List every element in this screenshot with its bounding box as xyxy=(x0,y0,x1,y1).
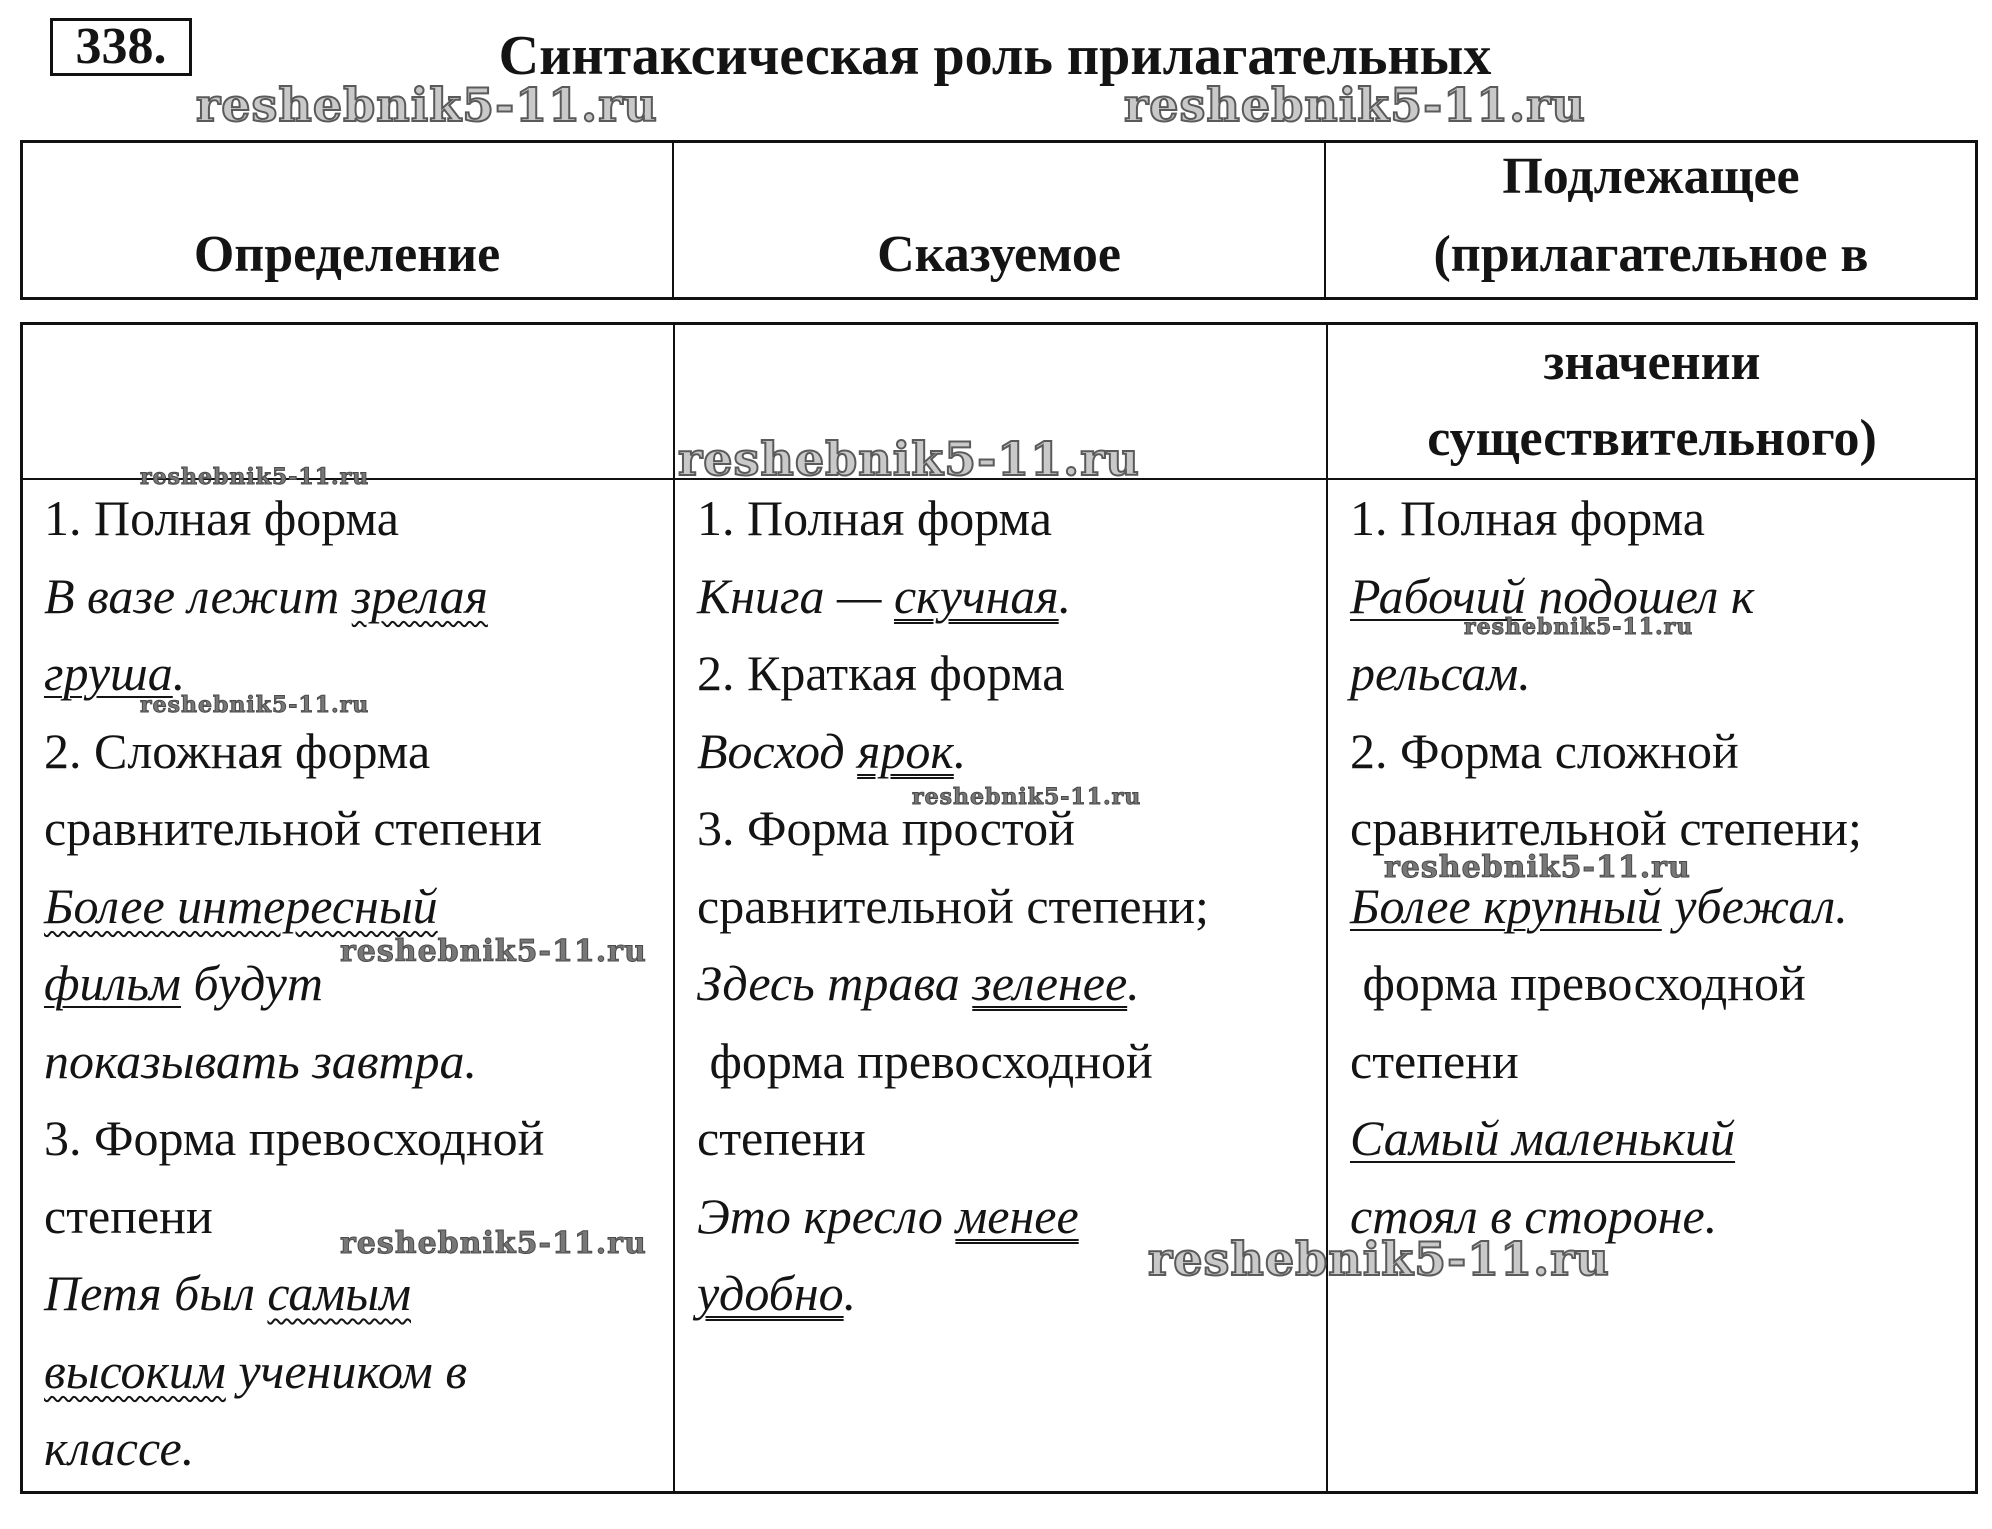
col1-line: сравнительной степени xyxy=(44,800,543,856)
col2-line: 3. Форма простой xyxy=(697,800,1075,856)
col1-word: фильм xyxy=(44,955,181,1011)
col1-line: В вазе лежит xyxy=(44,567,352,624)
header-col3-line2: (прилагательное в xyxy=(1433,226,1869,283)
col2-word: ярок xyxy=(857,722,954,779)
col2-line: 1. Полная форма xyxy=(697,490,1052,546)
col1-line: 1. Полная форма xyxy=(44,490,399,546)
header-col3-line3: значении xyxy=(1543,334,1761,391)
col1-line: . xyxy=(172,645,186,701)
header-col1: Определение xyxy=(193,226,501,283)
col3-word: Самый маленький xyxy=(1350,1110,1736,1166)
col3-line: подошел к xyxy=(1525,567,1755,624)
watermark: reshebnik5-11.ru xyxy=(196,78,658,132)
header-col3-line4: существительного) xyxy=(1427,410,1877,467)
col2-line: сравнительной степени; xyxy=(697,877,1209,934)
watermark: reshebnik5-11.ru xyxy=(1148,1232,1610,1286)
col3-line: сравнительной степени; xyxy=(1350,800,1862,856)
watermark: reshebnik5-11.ru xyxy=(1124,78,1586,132)
col3-line: рельсам. xyxy=(1350,645,1531,701)
col1-content xyxy=(44,480,544,1488)
col1-line: 3. Форма превосходной xyxy=(44,1110,545,1166)
col2-line: Восход xyxy=(697,722,858,779)
col1-word: груша xyxy=(44,645,173,701)
watermark: reshebnik5-11.ru xyxy=(140,464,370,490)
col1-word: зрелая xyxy=(351,567,488,624)
col3-word: Рабочий xyxy=(1350,567,1526,624)
col3-line: 1. Полная форма xyxy=(1350,490,1705,546)
col3-line: убежал. xyxy=(1661,877,1848,934)
col2-word: скучная xyxy=(893,567,1059,624)
col1-line: будут xyxy=(180,955,323,1011)
col3-line: 2. Форма сложной xyxy=(1350,722,1739,779)
col1-line: показывать завтра. xyxy=(44,1032,478,1089)
watermark: reshebnik5-11.ru xyxy=(140,692,370,718)
col1-word: самым xyxy=(267,1265,412,1321)
col1-line: Петя был xyxy=(44,1265,268,1321)
watermark: reshebnik5-11.ru xyxy=(678,432,1140,486)
col2-line: степени xyxy=(697,1110,866,1166)
col1-line: 2. Сложная форма xyxy=(44,722,431,779)
col3-word: Более крупный xyxy=(1350,877,1662,934)
col2-word: зеленее xyxy=(972,955,1128,1011)
header-col2: Сказуемое xyxy=(877,226,1121,283)
col1-line: классе. xyxy=(44,1420,195,1476)
watermark: reshebnik5-11.ru xyxy=(1464,614,1694,640)
col2-line: . xyxy=(1058,567,1072,624)
watermark: reshebnik5-11.ru xyxy=(1384,850,1691,885)
col2-line: . xyxy=(843,1265,857,1321)
main-divider-1 xyxy=(673,322,675,1494)
page-title: Синтаксическая роль прилагательных xyxy=(498,25,1492,87)
col2-line: Книга — xyxy=(697,567,894,624)
header-col3-line1: Подлежащее xyxy=(1502,148,1800,205)
col3-line: форма превосходной xyxy=(1350,955,1806,1011)
col3-line: стоял в стороне. xyxy=(1350,1187,1718,1244)
col2-word: менее xyxy=(955,1187,1079,1244)
col2-line: . xyxy=(953,722,967,779)
col2-line: 2. Краткая форма xyxy=(697,645,1065,701)
col2-line: Здесь трава xyxy=(697,955,973,1011)
watermark: reshebnik5-11.ru xyxy=(340,934,647,969)
col2-line: форма превосходной xyxy=(697,1032,1153,1089)
watermark: reshebnik5-11.ru xyxy=(340,1226,647,1261)
col2-line: Это кресло xyxy=(697,1187,956,1244)
watermark: reshebnik5-11.ru xyxy=(912,784,1142,810)
col1-line: учеником в xyxy=(225,1342,468,1399)
col1-line: степени xyxy=(44,1187,213,1244)
col2-word: удобно xyxy=(697,1265,844,1321)
main-divider-2 xyxy=(1326,322,1328,1494)
col2-line: . xyxy=(1127,955,1140,1011)
col1-word: Более интересный xyxy=(44,877,438,934)
exercise-number: 338. xyxy=(50,18,192,76)
col3-line: степени xyxy=(1350,1032,1519,1089)
col1-word: высоким xyxy=(44,1342,226,1399)
col2-content xyxy=(697,480,1209,1333)
